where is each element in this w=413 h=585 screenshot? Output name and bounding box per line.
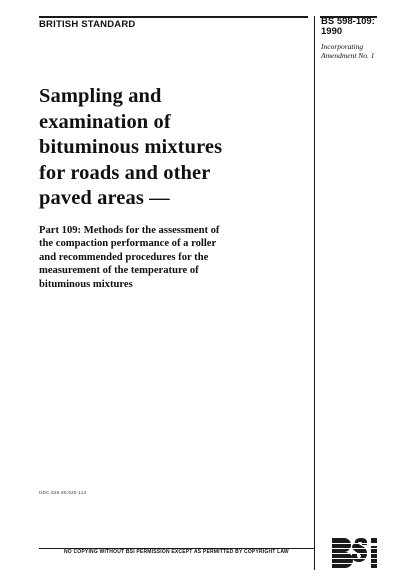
amendment-line-2: Amendment No. 1 <box>321 51 375 60</box>
copyright-notice: NO COPYING WITHOUT BSI PERMISSION EXCEPT AS PERMITTED BY COPYRIGHT LAW <box>64 549 289 555</box>
title-line: paved areas — <box>39 187 170 209</box>
standard-year: 1990 <box>321 26 343 37</box>
subtitle-line: measurement of the temperature of <box>39 265 199 277</box>
publisher-label: BRITISH STANDARD <box>39 19 136 30</box>
title-line: examination of <box>39 110 171 133</box>
bsi-logo-icon <box>331 524 381 570</box>
top-rule <box>39 16 308 18</box>
amendment-line-1: Incorporating <box>321 42 364 51</box>
udc-code: UDC 625.85:620.113 <box>39 490 87 495</box>
standard-number <box>321 17 381 37</box>
standard-number-code: BS 598-109: <box>321 16 375 27</box>
title-line: for roads and other <box>39 161 211 184</box>
amendment-note <box>321 42 381 60</box>
title-line: bituminous mixtures <box>39 136 223 158</box>
subtitle-line: bituminous mixtures <box>39 278 133 290</box>
subtitle-line: and recommended procedures for the <box>39 251 209 263</box>
title-line: Sampling and <box>39 85 162 107</box>
subtitle-line: Part 109: Methods for the assessment of <box>39 225 220 236</box>
document-title <box>39 84 309 212</box>
subtitle-line: the compaction performance of a roller <box>39 238 217 250</box>
document-subtitle <box>39 224 311 291</box>
vertical-divider <box>314 16 315 570</box>
